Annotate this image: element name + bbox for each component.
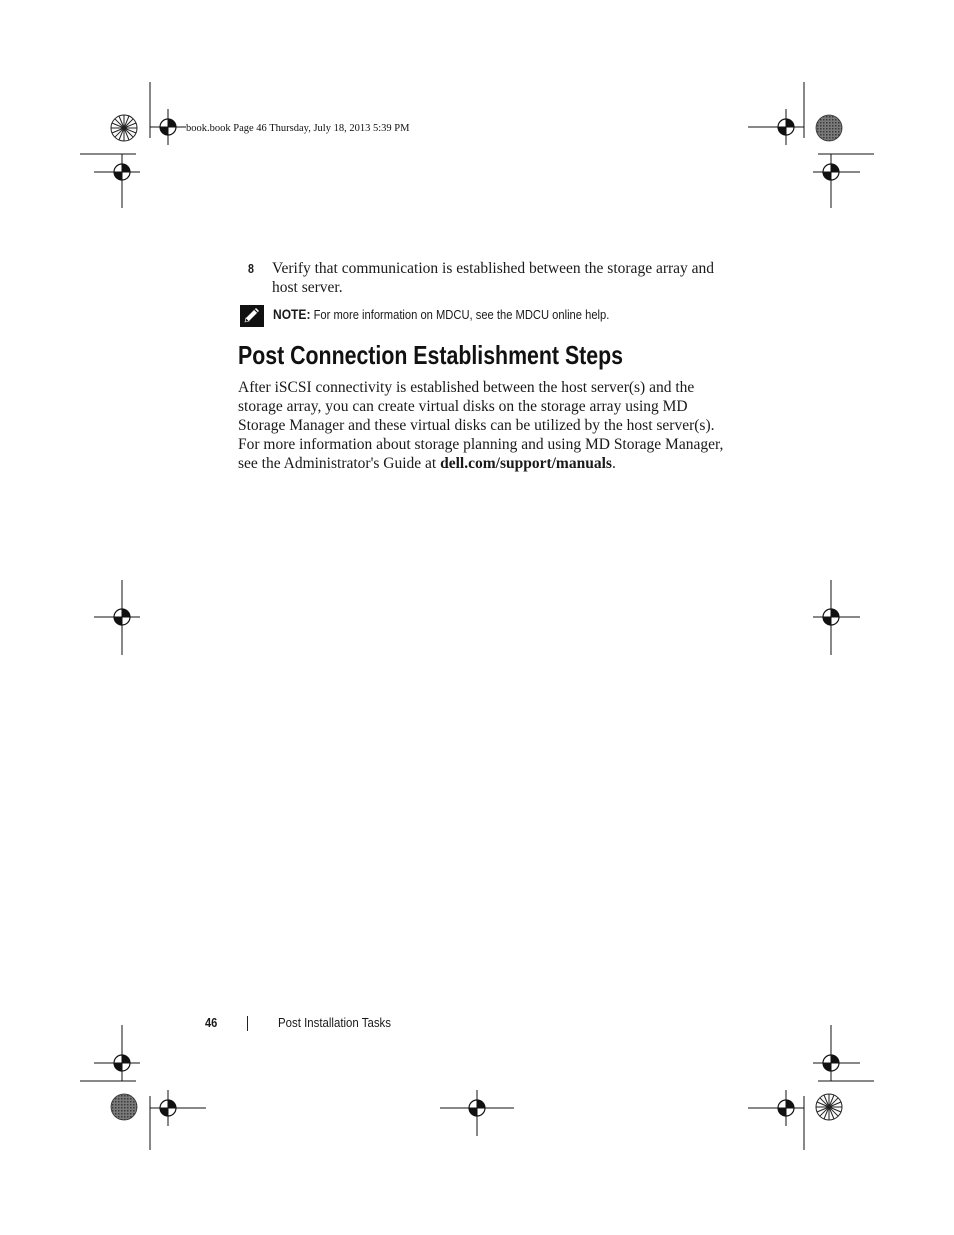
print-slug-line: book.book Page 46 Thursday, July 18, 2013 5:39 PM	[186, 123, 410, 134]
page-number: 46	[205, 1015, 218, 1030]
footer-separator	[247, 1016, 248, 1031]
note-callout	[240, 303, 740, 327]
note-body: For more information on MDCU, see the MDCU online help.	[313, 307, 610, 322]
step-text: Verify that communication is established between the storage array and host server.	[272, 260, 715, 296]
pencil-icon	[240, 305, 264, 327]
footer-chapter-title: Post Installation Tasks	[278, 1015, 391, 1030]
note-text	[273, 306, 609, 322]
body-trailing-period: .	[611, 455, 616, 472]
note-label: NOTE:	[273, 306, 311, 322]
body-text: After iSCSI connectivity is established between the host server(s) and the storage array, you can create virtual disks on the storage array using MD Storage Manager and these virtual disks can be utilized by the host server(s). For more information about storage planning and using MD Storage Manager, see the Administrator's Guide at	[238, 379, 724, 472]
step-number: 8	[248, 261, 254, 276]
manuals-link[interactable]: dell.com/support/manuals	[440, 455, 612, 472]
section-heading: Post Connection Establishment Steps	[238, 340, 624, 370]
body-paragraph	[238, 378, 738, 473]
